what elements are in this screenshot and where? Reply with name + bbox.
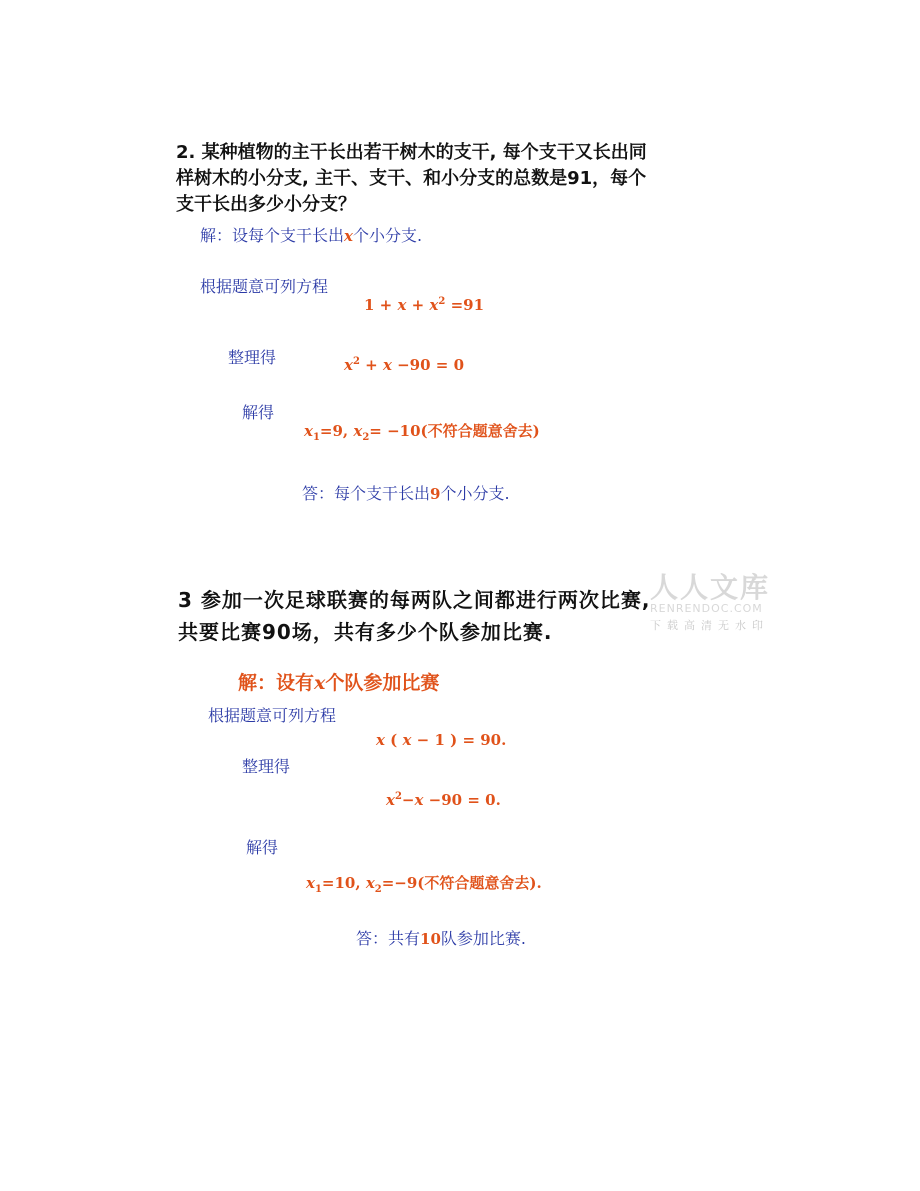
watermark-url: RENRENDOC.COM — [650, 602, 763, 615]
problem2-answer: 答：每个支干长出9个小分支. — [302, 484, 510, 503]
problem3-let: 解：设有x个队参加比赛 — [238, 672, 440, 694]
problem3-answer: 答：共有10队参加比赛. — [356, 929, 526, 948]
problem2-let: 解：设每个支干长出x个小分支. — [200, 226, 423, 245]
problem2-simplify-label: 整理得 — [228, 348, 277, 367]
problem3-equation-label: 根据题意可列方程 — [208, 706, 337, 725]
problem3-solve-label: 解得 — [246, 838, 279, 857]
problem2-solution: $x_1=9$, $x_2= -10$(不符合题意舍去) — [304, 422, 540, 443]
problem2-equation-label: 根据题意可列方程 — [200, 277, 329, 296]
problem2-statement — [176, 140, 647, 218]
problem3-line1: 3 参加一次足球联赛的每两队之间都进行两次比赛, — [178, 588, 651, 612]
problem3-simplify-label: 整理得 — [242, 757, 291, 776]
problem2-simplified-equation: $x^2 + x -90 = 0$ — [344, 356, 465, 374]
problem2-equation: $1 + x + x^2 =91$ — [364, 296, 485, 314]
watermark — [650, 566, 770, 633]
problem3-line2: 共要比赛90场，共有多少个队参加比赛. — [178, 620, 553, 644]
problem2-line1: 2. 某种植物的主干长出若干树木的支干, 每个支干又长出同 — [176, 142, 647, 163]
watermark-subtitle: 下载高清无水印 — [650, 619, 769, 632]
problem3-simplified-equation: $x^2-x -90 = 0$. — [386, 791, 501, 809]
watermark-title: 人人文库 — [650, 571, 771, 604]
problem2-solve-label: 解得 — [242, 403, 275, 422]
problem3-equation: x ( x − 1 ) = 90. — [376, 731, 507, 749]
problem3-statement — [178, 584, 650, 648]
problem2-line2: 样树木的小分支, 主干、支干、和小分支的总数是91，每个 — [176, 168, 647, 189]
problem2-line3: 支干长出多少小分支？ — [176, 194, 356, 215]
problem3-solution: $x_1=10$, $x_2=-9$(不符合题意舍去). — [306, 874, 542, 895]
